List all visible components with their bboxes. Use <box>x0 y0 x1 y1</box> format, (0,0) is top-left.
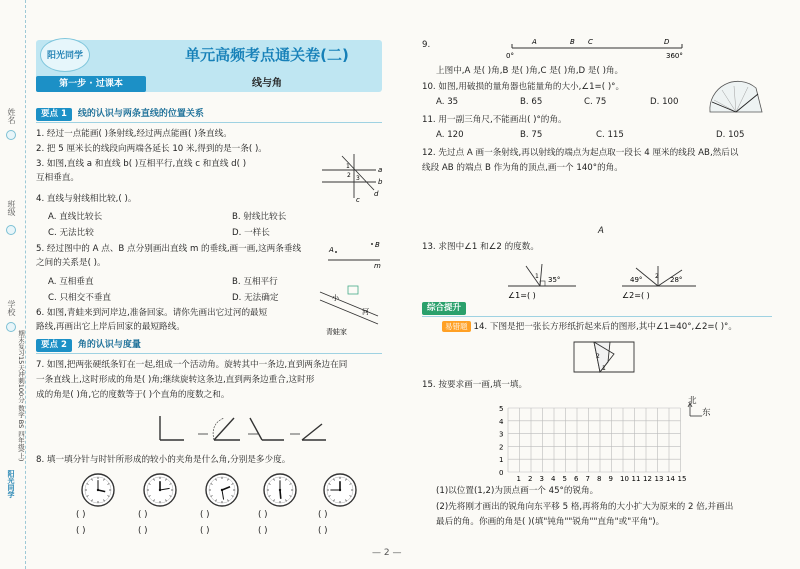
q11-option-a: A. 120 <box>436 130 464 140</box>
clock-answer-blank: ( ) <box>258 510 268 520</box>
question-3-line2: 互相垂直。 <box>36 173 79 183</box>
angle-1-label: 1 <box>346 163 350 170</box>
q10-option-c: C. 75 <box>584 97 607 107</box>
series-subtitle: 期末复习15天冲刺100分 数学 BS 四年级(上) <box>17 330 25 462</box>
grid-y-tick: 5 <box>499 405 504 413</box>
page-number: — 2 — <box>372 548 402 558</box>
label-A: A <box>329 246 334 254</box>
q5-option-b: B. 互相平行 <box>232 277 278 287</box>
question-3-line1: 3. 如图,直线 a 和直线 b( )互相平行,直线 c 和直线 d( ) <box>36 159 247 169</box>
section-divider <box>422 316 772 317</box>
grid-x-tick: 1 <box>516 475 521 483</box>
error-prone-tag: 易错题 <box>442 321 471 332</box>
q10-option-d: D. 100 <box>650 97 679 107</box>
angle-28-label: 28° <box>670 276 683 284</box>
grid-y-tick: 3 <box>499 430 504 439</box>
question-2: 2. 把 5 厘米长的线段向两端各延长 10 米,得到的是一条( )。 <box>36 144 267 154</box>
question-9-label: 9. <box>422 40 431 50</box>
ruler-label-A: A <box>532 38 537 46</box>
question-14 <box>422 320 737 334</box>
frog-icon <box>348 286 358 294</box>
grid-x-tick: 8 <box>597 475 602 483</box>
label-a: a <box>378 166 383 174</box>
point-a <box>335 251 337 253</box>
figure-3-lines <box>318 150 382 204</box>
label-b: b <box>378 178 383 186</box>
question-9-text: 上图中,A 是( )角,B 是( )角,C 是( )角,D 是( )角。 <box>436 66 624 76</box>
clock-face <box>80 472 116 508</box>
q10-option-b: B. 65 <box>520 97 543 107</box>
name-label: 姓名 <box>7 108 16 124</box>
question-12-line2: 线段 AB 的端点 B 作为角的顶点,画一个 140°的角。 <box>422 163 623 173</box>
ruler-label-B: B <box>570 38 575 46</box>
question-13: 13. 求图中∠1 和∠2 的度数。 <box>422 242 539 252</box>
figure-15-grid <box>490 396 710 484</box>
grid-x-tick: 15 <box>677 475 687 483</box>
brand-logo: 阳光同学 <box>40 38 90 72</box>
clock-face <box>142 472 178 508</box>
clock-answer-blank: ( ) <box>200 526 210 536</box>
grid-x-tick: 7 <box>585 475 590 483</box>
grid-y-tick: 1 <box>499 456 504 465</box>
section-divider <box>36 353 382 354</box>
grid-x-tick: 3 <box>539 475 544 483</box>
section-divider <box>36 122 382 123</box>
question-15-part2-line2: 最后的角。你画的角是( )(填"钝角""锐角""直角"或"平角")。 <box>436 517 665 527</box>
binding-hole <box>6 225 16 235</box>
page-title: 单元高频考点通关卷(二) <box>185 46 349 64</box>
ruler-label-C: C <box>588 38 593 46</box>
series-logo: 阳光同学 <box>7 470 15 498</box>
q4-option-b: B. 射线比较长 <box>232 212 287 222</box>
clock-answer-blank: ( ) <box>200 510 210 520</box>
east-label: 东 <box>702 408 711 418</box>
grid-x-tick: 13 <box>654 475 664 483</box>
clock-answer-blank: ( ) <box>318 510 328 520</box>
question-4: 4. 直线与射线相比较,( )。 <box>36 194 137 204</box>
grid-x-tick: 11 <box>631 475 641 483</box>
question-8: 8. 填一填分针与时针所形成的较小的夹角是什么角,分别是多少度。 <box>36 455 291 465</box>
question-11: 11. 用一副三角尺,不能画出( )°的角。 <box>422 115 567 125</box>
figure-9-ruler <box>506 34 696 62</box>
fold-angle-2: 2 <box>596 353 600 360</box>
question-10: 10. 如图,用破损的量角器也能量角的大小,∠1=( )°。 <box>422 82 625 92</box>
figure-14-folded-paper <box>570 336 640 380</box>
label-river: 河 <box>362 308 369 316</box>
label-xiao: 小 <box>332 294 339 302</box>
point-b <box>371 243 373 245</box>
q4-option-d: D. 一样长 <box>232 228 270 238</box>
school-label: 学校 <box>7 300 16 316</box>
grid-x-tick: 12 <box>643 475 652 483</box>
grid-y-tick: 4 <box>499 417 504 426</box>
question-15: 15. 按要求画一画,填一填。 <box>422 380 528 390</box>
question-7-line2: 一条直线上,这时形成的角是( )角;继续旋转这条边,直到两条边重合,这时形 <box>36 375 315 385</box>
q12-point-a: A <box>598 226 604 236</box>
q13-answer-2: ∠2=( ) <box>622 291 650 300</box>
page-subtitle: 线与角 <box>252 78 282 89</box>
label-d: d <box>374 190 379 198</box>
question-14-text: 14. 下图是把一张长方形纸折起来后的图形,其中∠1=40°,∠2=( )°。 <box>473 322 737 332</box>
question-12-line1: 12. 先过点 A 画一条射线,再以射线的端点为起点取一段长 4 厘米的线段 AB,然后以 <box>422 148 739 158</box>
grid-x-tick: 14 <box>666 475 675 483</box>
question-6-line2: 路线,再画出它上岸后回家的最短路线。 <box>36 322 185 332</box>
label-m: m <box>374 262 381 270</box>
binding-hole <box>6 322 16 332</box>
figure-6-river <box>318 282 382 338</box>
step-label: 第一步 · 过课本 <box>36 76 146 92</box>
figure-13-right <box>620 262 700 302</box>
figure-7-rotating-angle <box>150 410 330 452</box>
ruler-360: 360° <box>666 52 683 60</box>
question-5-line1: 5. 经过图中的 A 点、B 点分别画出直线 m 的垂线,画一画,这两条垂线 <box>36 244 302 254</box>
section-2-tag: 要点 2 <box>36 339 72 352</box>
clock-answer-blank: ( ) <box>318 526 328 536</box>
angle-35-label: 35° <box>548 276 561 284</box>
question-1: 1. 经过一点能画( )条射线,经过两点能画( )条直线。 <box>36 129 232 139</box>
section-3-tag: 综合提升 <box>422 302 466 315</box>
clock-answer-blank: ( ) <box>138 510 148 520</box>
q5-option-a: A. 互相垂直 <box>48 277 94 287</box>
grid-x-tick: 9 <box>608 475 613 483</box>
q10-option-a: A. 35 <box>436 97 459 107</box>
q5-option-d: D. 无法确定 <box>232 293 279 303</box>
clock-answer-blank: ( ) <box>76 526 86 536</box>
label-B: B <box>375 241 380 249</box>
figure-10-broken-protractor <box>706 72 770 118</box>
binding-strip <box>0 0 26 569</box>
class-label: 班级 <box>7 200 16 216</box>
figure-5 <box>326 238 382 268</box>
q11-option-b: B. 75 <box>520 130 543 140</box>
fold-angle-1: 1 <box>602 365 606 372</box>
figure-13-left <box>506 262 586 302</box>
q4-option-a: A. 直线比较长 <box>48 212 103 222</box>
section-1-header <box>36 108 204 121</box>
q13-answer-1: ∠1=( ) <box>508 291 536 300</box>
clock-face <box>322 472 358 508</box>
section-2-title: 角的认识与度量 <box>77 340 141 350</box>
angle-2-label: 2 <box>655 273 659 280</box>
grid-y-tick: 2 <box>499 443 504 452</box>
q11-option-c: C. 115 <box>596 130 624 140</box>
clock-answer-blank: ( ) <box>138 526 148 536</box>
angle-3-label: 3 <box>356 175 360 182</box>
binding-hole <box>6 130 16 140</box>
q11-option-d: D. 105 <box>716 130 745 140</box>
section-1-tag: 要点 1 <box>36 108 72 121</box>
clock-answer-blank: ( ) <box>258 526 268 536</box>
question-15-part1: (1)以位置(1,2)为顶点画一个 45°的锐角。 <box>436 486 599 496</box>
clock-face <box>204 472 240 508</box>
question-6-line1: 6. 如图,青蛙来到河岸边,准备回家。请你先画出它过河的最短 <box>36 308 268 318</box>
grid-x-tick: 5 <box>562 475 567 483</box>
grid-x-tick: 2 <box>528 475 533 483</box>
angle-2-label: 2 <box>347 172 351 179</box>
label-c: c <box>356 196 360 204</box>
clock-face <box>262 472 298 508</box>
section-1-title: 线的认识与两条直线的位置关系 <box>77 109 204 119</box>
ruler-label-D: D <box>664 38 670 46</box>
hour-hand <box>280 490 281 499</box>
question-5-line2: 之间的关系是( )。 <box>36 258 106 268</box>
grid-x-tick: 6 <box>574 475 579 483</box>
angle-49-label: 49° <box>630 276 643 284</box>
question-15-part2-line1: (2)先将刚才画出的锐角向东平移 5 格,再将角的大小扩大为原来的 2 倍,并画出 <box>436 502 734 512</box>
grid-x-tick: 4 <box>551 475 556 483</box>
question-7-line1: 7. 如图,把两张硬纸条钉在一起,组成一个活动角。旋转其中一条边,直到两条边在同 <box>36 360 348 370</box>
grid-x-tick: 10 <box>620 475 629 483</box>
section-2-header <box>36 339 141 352</box>
clock-answer-blank: ( ) <box>76 510 86 520</box>
north-label: 北 <box>688 396 697 406</box>
frog-home-label: 青蛙家 <box>326 328 347 336</box>
q5-option-c: C. 只相交不垂直 <box>48 293 112 303</box>
angle-1-label: 1 <box>535 273 539 280</box>
compass-icon <box>684 402 704 422</box>
grid-y-tick: 0 <box>499 469 504 477</box>
ruler-zero: 0° <box>506 52 514 60</box>
section-3-header <box>422 302 472 315</box>
question-7-line3: 成的角是( )角,它的度数等于( )个直角的度数之和。 <box>36 390 230 400</box>
q4-option-c: C. 无法比较 <box>48 228 94 238</box>
